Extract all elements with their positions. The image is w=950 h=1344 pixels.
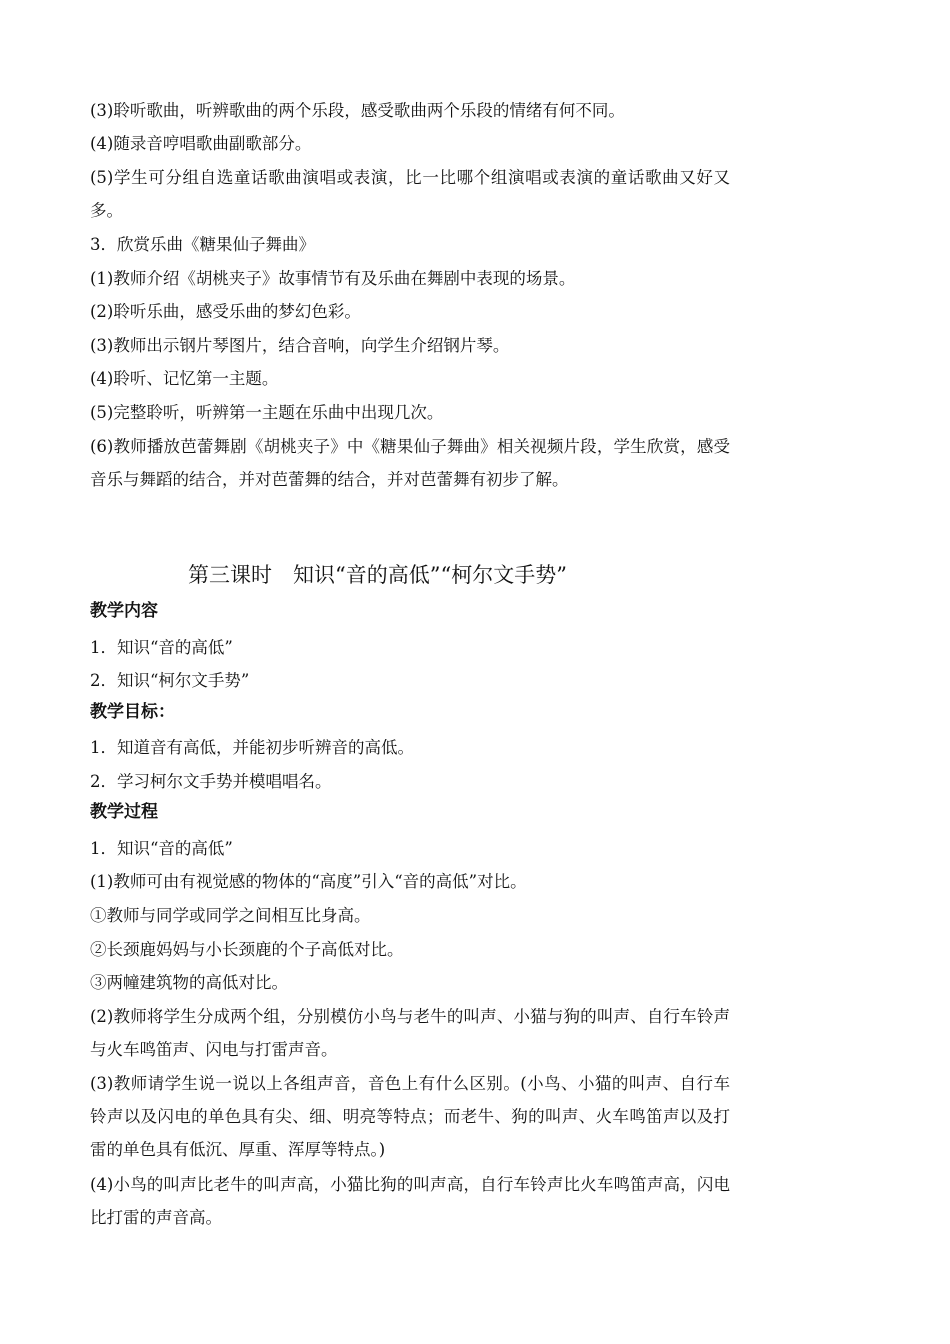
paragraph-line: 3．欣赏乐曲《糖果仙子舞曲》 [90, 235, 315, 254]
list-item: 1．知识“音的高低” [90, 839, 233, 858]
list-item: ③两幢建筑物的高低对比。 [90, 973, 288, 992]
paragraph-line: (6)教师播放芭蕾舞剧《胡桃夹子》中《糖果仙子舞曲》相关视频片段，学生欣赏，感受音乐与舞蹈的结合，并对芭蕾舞的结合，并对芭蕾舞有初步了解。 [90, 437, 730, 489]
paragraph-line: (4)随录音哼唱歌曲副歌部分。 [90, 134, 312, 153]
list-item: 2．学习柯尔文手势并模唱唱名。 [90, 772, 332, 791]
list-item: 1．知识“音的高低” [90, 638, 233, 657]
list-item: (3)教师请学生说一说以上各组声音，音色上有什么区别。(小鸟、小猫的叫声、自行车铃声以及闪电的单色具有尖、细、明亮等特点；而老牛、狗的叫声、火车鸣笛声以及打雷的单色具有低沉、厚重、浑厚等特点。) [90, 1074, 730, 1159]
paragraph-line: (5)学生可分组自选童话歌曲演唱或表演，比一比哪个组演唱或表演的童话歌曲又好又多。 [90, 168, 730, 220]
list-item: ①教师与同学或同学之间相互比身高。 [90, 906, 371, 925]
list-item: 1．知道音有高低，并能初步听辨音的高低。 [90, 738, 414, 757]
list-item: 2．知识“柯尔文手势” [90, 671, 250, 690]
list-item: (2)教师将学生分成两个组，分别模仿小鸟与老牛的叫声、小猫与狗的叫声、自行车铃声与火车鸣笛声、闪电与打雷声音。 [90, 1007, 730, 1059]
section-heading-goals: 教学目标： [90, 702, 175, 722]
paragraph-line: (1)教师介绍《胡桃夹子》故事情节有及乐曲在舞剧中表现的场景。 [90, 269, 576, 288]
list-item: ②长颈鹿妈妈与小长颈鹿的个子高低对比。 [90, 940, 404, 959]
paragraph-line: (3)聆听歌曲，听辨歌曲的两个乐段，感受歌曲两个乐段的情绪有何不同。 [90, 101, 625, 120]
paragraph-line: (2)聆听乐曲，感受乐曲的梦幻色彩。 [90, 302, 361, 321]
list-item: (1)教师可由有视觉感的物体的“高度”引入“音的高低”对比。 [90, 872, 527, 891]
paragraph-line: (3)教师出示钢片琴图片，结合音响，向学生介绍钢片琴。 [90, 336, 510, 355]
lesson-title: 第三课时 知识“音的高低”“柯尔文手势” [188, 563, 567, 587]
section-heading-process: 教学过程 [90, 802, 158, 822]
section-heading-content: 教学内容 [90, 601, 158, 621]
list-item: (4)小鸟的叫声比老牛的叫声高，小猫比狗的叫声高，自行车铃声比火车鸣笛声高，闪电比打雷的声音高。 [90, 1175, 730, 1227]
paragraph-line: (4)聆听、记忆第一主题。 [90, 369, 279, 388]
paragraph-line: (5)完整聆听，听辨第一主题在乐曲中出现几次。 [90, 403, 444, 422]
